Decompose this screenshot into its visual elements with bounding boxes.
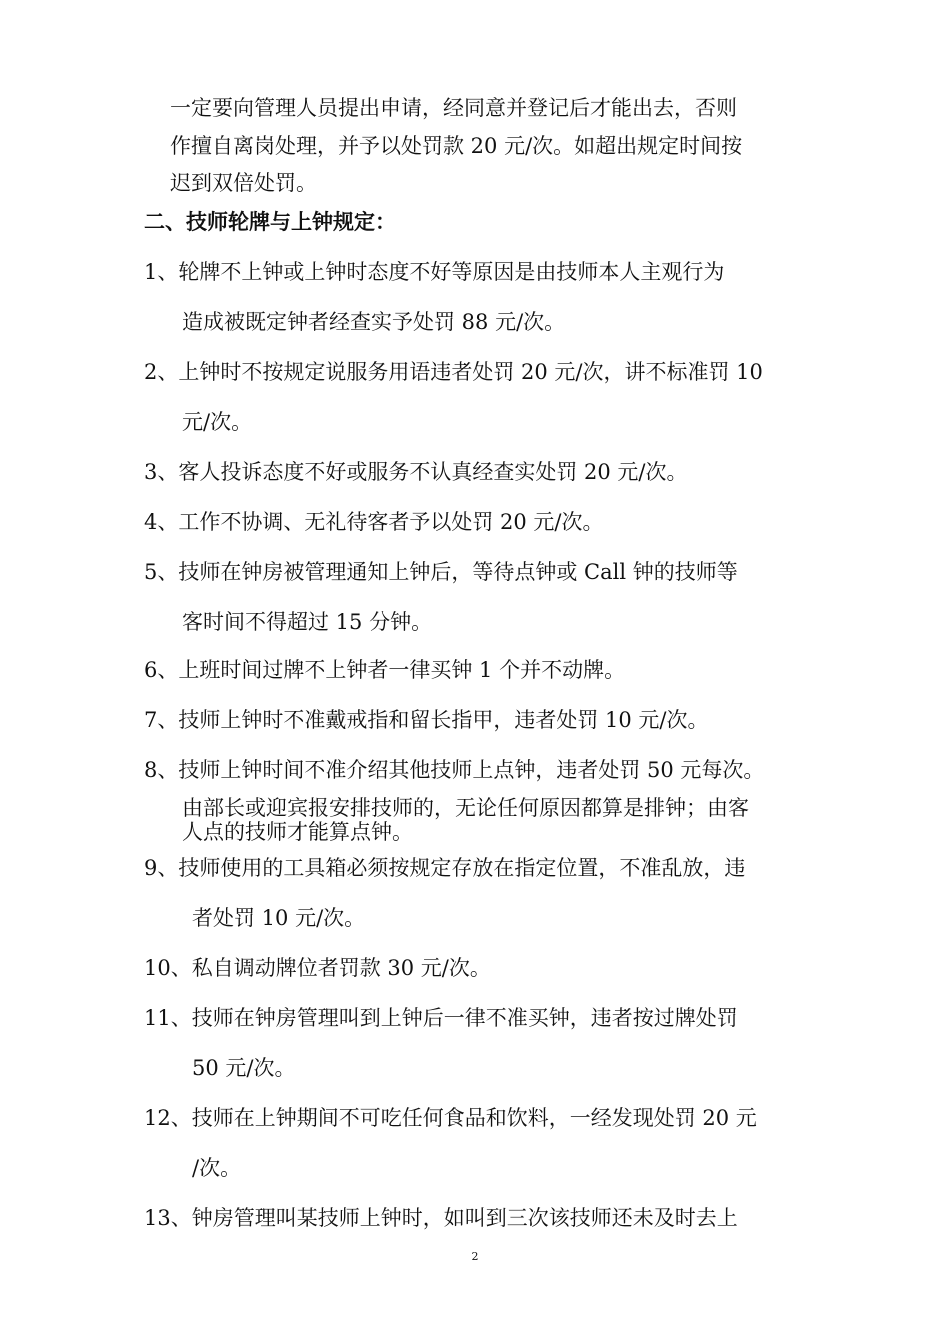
intro-line: 迟到双倍处罚。 bbox=[170, 171, 317, 195]
list-item-continuation: /次。 bbox=[192, 1156, 242, 1180]
list-item: 1、轮牌不上钟或上钟时态度不好等原因是由技师本人主观行为 bbox=[144, 260, 725, 284]
list-item: 13、钟房管理叫某技师上钟时，如叫到三次该技师还未及时去上 bbox=[144, 1206, 738, 1230]
list-item: 5、技师在钟房被管理通知上钟后，等待点钟或 Call 钟的技师等 bbox=[144, 560, 738, 584]
list-item: 10、私自调动牌位者罚款 30 元/次。 bbox=[144, 956, 491, 980]
list-item: 4、工作不协调、无礼待客者予以处罚 20 元/次。 bbox=[144, 510, 604, 534]
list-item-continuation: 者处罚 10 元/次。 bbox=[192, 906, 366, 930]
list-item: 12、技师在上钟期间不可吃任何食品和饮料，一经发现处罚 20 元 bbox=[144, 1106, 757, 1130]
list-item: 2、上钟时不按规定说服务用语违者处罚 20 元/次，讲不标准罚 10 bbox=[144, 360, 763, 384]
list-item-continuation: 造成被既定钟者经查实予处罚 88 元/次。 bbox=[182, 310, 566, 334]
list-item-continuation: 由部长或迎宾报安排技师的，无论任何原因都算是排钟；由客 bbox=[182, 796, 749, 820]
list-item: 8、技师上钟时间不准介绍其他技师上点钟，违者处罚 50 元每次。 bbox=[144, 758, 765, 782]
list-item-continuation: 元/次。 bbox=[182, 410, 253, 434]
list-item-continuation: 50 元/次。 bbox=[192, 1056, 296, 1080]
list-item-continuation: 客时间不得超过 15 分钟。 bbox=[182, 610, 433, 634]
page-number: 2 bbox=[471, 1250, 479, 1263]
list-item: 7、技师上钟时不准戴戒指和留长指甲，违者处罚 10 元/次。 bbox=[144, 708, 709, 732]
list-item: 9、技师使用的工具箱必须按规定存放在指定位置，不准乱放，违 bbox=[144, 856, 746, 880]
section-title: 二、技师轮牌与上钟规定： bbox=[144, 210, 396, 234]
intro-line: 作擅自离岗处理，并予以处罚款 20 元/次。如超出规定时间按 bbox=[170, 134, 743, 158]
list-item: 3、客人投诉态度不好或服务不认真经查实处罚 20 元/次。 bbox=[144, 460, 688, 484]
intro-line: 一定要向管理人员提出申请，经同意并登记后才能出去，否则 bbox=[170, 96, 737, 120]
list-item: 11、技师在钟房管理叫到上钟后一律不准买钟，违者按过牌处罚 bbox=[144, 1006, 738, 1030]
list-item: 6、上班时间过牌不上钟者一律买钟 1 个并不动牌。 bbox=[144, 658, 626, 682]
list-item-continuation: 人点的技师才能算点钟。 bbox=[182, 820, 413, 844]
